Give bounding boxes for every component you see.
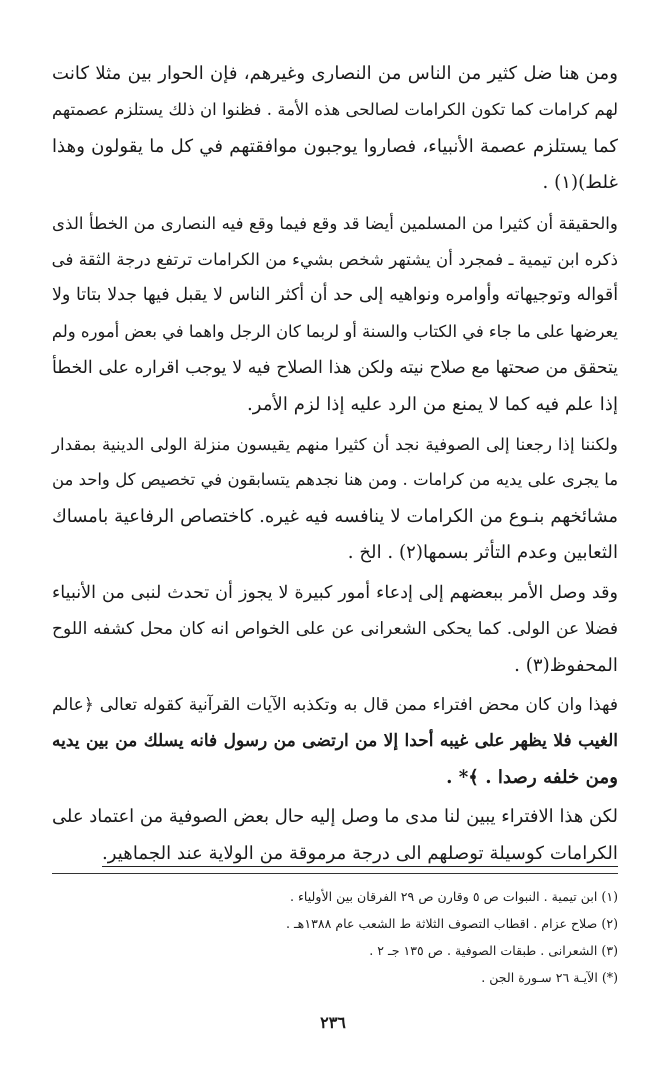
paragraph-1	[52, 56, 618, 202]
footnote-1: (١) ابن تيمية . النبوات ص ٥ وقارن ص ٢٩ الفرقان بين الأولياء .	[289, 889, 618, 904]
text-line: كما يستلزم عصمة الأنبياء، فصاروا يوجبون موافقتهم في كل ما يقولون وهذا	[52, 135, 618, 157]
text-line: المحفوظ(٣) .	[514, 654, 618, 676]
underlined-text: الكرامات كوسيلة توصلهم الى درجة مرموقة من الولاية عند الجماهير.	[102, 843, 618, 867]
paragraph-6	[52, 799, 618, 872]
text-line: فهذا وان كان محض افتراء ممن قال به وتكذبه الآيات القرآنية كقوله تعالى ﴿عالم	[52, 694, 618, 715]
text-line: لكن هذا الافتراء يبين لنا مدى ما وصل إليه حال بعض الصوفية من اعتماد على	[52, 806, 618, 828]
footnote-divider	[52, 873, 618, 874]
text-line: لهم كرامات كما تكون الكرامات لصالحى هذه الأمة . فظنوا ان ذلك يستلزم عصمتهم	[52, 100, 618, 120]
main-text	[52, 56, 618, 872]
paragraph-3	[52, 426, 618, 572]
footnote-3: (٣) الشعرانى . طبقات الصوفية . ص ١٣٥ جـ ٢ .	[369, 943, 618, 958]
text-line: إذا علم فيه كما لا يمنع من الرد عليه إذا لزم الأمر.	[247, 393, 618, 415]
text-line: ذكره ابن تيمية ـ فمجرد أن يشتهر شخص بشيء من الكرامات ترتفع درجة الثقة فى	[51, 249, 618, 270]
text-line	[52, 836, 618, 872]
text-line: يعرضها على ما جاء في الكتاب والسنة أو لربما كان الرجل واهما في بعض أموره ولم	[51, 321, 618, 341]
text-line: وقد وصل الأمر ببعضهم إلى إدعاء أمور كبيرة لا يجوز أن تحدث لنبى من الأنبياء	[52, 582, 618, 603]
text-line: والحقيقة أن كثيرا من المسلمين أيضا قد وقع فيما وقع فيه النصارى من الخطأ الذى	[52, 212, 618, 233]
verse-line: الغيب فلا يظهر على غيبه أحدا إلا من ارتضى من رسول فانه يسلك من بين يديه	[52, 731, 618, 752]
footnotes	[52, 883, 618, 991]
text-line: ومن هنا ضل كثير من الناس من النصارى وغيرهم، فإن الحوار بين مثلا كانت	[52, 63, 618, 84]
text-line: أقواله وتوجيهاته وأوامره ونواهيه إلى حد أن أكثر الناس لا يقبل فيها جدلا بتاتا ولا	[52, 285, 618, 306]
text-line: الثعابين وعدم التأثر بسمها(٢) . الخ .	[347, 542, 618, 564]
paragraph-5	[52, 687, 618, 796]
text-line: ولكننا إذا رجعنا إلى الصوفية نجد أن كثيرا منهم يقيسون منزلة الولى الدينية بمقدار	[52, 434, 618, 455]
text-line: مشائخهم بنـوع من الكرامات لا ينافسه فيه غيره. كاختصاص الرفاعية بامساك	[52, 505, 618, 527]
text-line: غلط)(١) .	[542, 172, 618, 194]
footnote-4: (*) الآيـة ٢٦ سـورة الجن .	[481, 970, 618, 985]
text-line: ما يجرى على يديه من كرامات . ومن هنا نجدهم يتسابقون في تخصيص كل واحد من	[52, 470, 618, 490]
text-line: فضلا عن الولى. كما يحكى الشعرانى عن على الخواص انه كان محل كشفه اللوح	[52, 619, 618, 640]
page-number: ٢٣٦	[320, 1013, 346, 1032]
footnote-2: (٢) صلاح عزام . اقطاب التصوف الثلاثة ط الشعب عام ١٣٨٨هـ .	[285, 916, 618, 931]
verse-line: ومن خلفه رصدا . ﴾* .	[446, 766, 618, 788]
paragraph-4	[52, 575, 618, 684]
paragraph-2	[52, 205, 618, 423]
text-line: يتحقق من صحتها مع صلاح نيته ولكن هذا الصلاح فيه لا يوجب اقراره على الخطأ	[52, 358, 618, 379]
